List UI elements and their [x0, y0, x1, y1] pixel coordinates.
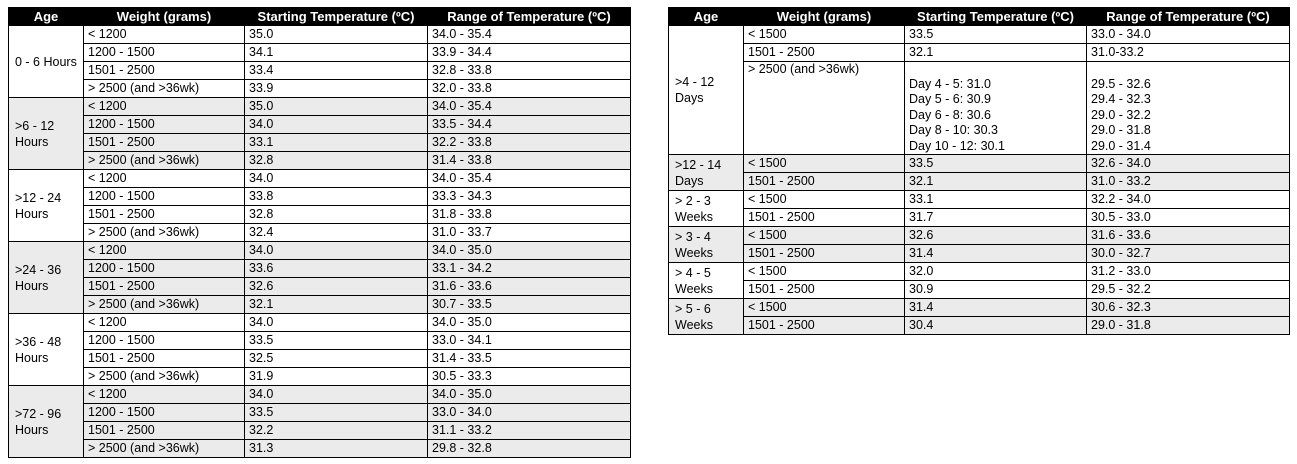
weight-cell: 1501 - 2500: [84, 278, 245, 296]
temperature-range-cell: 32.2 - 33.8: [428, 134, 631, 152]
table-row: [669, 281, 1290, 299]
table-row: [9, 170, 631, 188]
weight-cell: 1501 - 2500: [84, 134, 245, 152]
table-row: [669, 245, 1290, 263]
age-cell: >12 - 14 Days: [669, 155, 744, 191]
weight-cell: > 2500 (and >36wk): [744, 62, 905, 155]
table-row: [9, 242, 631, 260]
table-row: [9, 224, 631, 242]
starting-temperature-cell: 32.6: [245, 278, 428, 296]
temperature-range-cell: 32.2 - 34.0: [1087, 191, 1290, 209]
weight-cell: 1501 - 2500: [84, 350, 245, 368]
starting-temperature-cell: 32.2: [245, 422, 428, 440]
weight-cell: 1501 - 2500: [744, 173, 905, 191]
weight-cell: 1200 - 1500: [84, 188, 245, 206]
temperature-range-cell: 34.0 - 35.0: [428, 314, 631, 332]
weight-cell: > 2500 (and >36wk): [84, 224, 245, 242]
table-row: [669, 227, 1290, 245]
temperature-range-cell: 30.6 - 32.3: [1087, 299, 1290, 317]
weight-cell: < 1200: [84, 26, 245, 44]
table-row: [9, 188, 631, 206]
header-range-of-temperature: Range of Temperature (ºC): [1087, 8, 1290, 26]
table-row: [9, 368, 631, 386]
weight-cell: 1501 - 2500: [84, 422, 245, 440]
weight-cell: < 1500: [744, 191, 905, 209]
weight-cell: < 1200: [84, 314, 245, 332]
table-row: [9, 278, 631, 296]
weight-cell: 1200 - 1500: [84, 44, 245, 62]
table-row: [9, 440, 631, 458]
table-row: [9, 422, 631, 440]
table-row: [669, 191, 1290, 209]
table-row: [9, 98, 631, 116]
starting-temperature-cell: 34.0: [245, 314, 428, 332]
weight-cell: < 1500: [744, 26, 905, 44]
temperature-range-cell: 31.4 - 33.8: [428, 152, 631, 170]
temperature-range-cell: 32.0 - 33.8: [428, 80, 631, 98]
table-row: [9, 44, 631, 62]
starting-temperature-cell: 33.5: [905, 155, 1087, 173]
starting-temperature-cell: 33.6: [245, 260, 428, 278]
temperature-range-cell: 32.6 - 34.0: [1087, 155, 1290, 173]
weight-cell: 1501 - 2500: [744, 245, 905, 263]
temperature-range-cell: 31.8 - 33.8: [428, 206, 631, 224]
weight-cell: 1501 - 2500: [744, 209, 905, 227]
starting-temperature-cell: 34.0: [245, 170, 428, 188]
day-temperature-range: 29.5 - 32.6: [1091, 76, 1151, 91]
table-row: [9, 404, 631, 422]
starting-temperature-cell: 32.8: [245, 206, 428, 224]
temperature-range-cell: 34.0 - 35.4: [428, 170, 631, 188]
header-row: [669, 8, 1290, 26]
age-cell: 0 - 6 Hours: [9, 26, 84, 98]
temperature-range-cell: 33.0 - 34.0: [428, 404, 631, 422]
temperature-range-cell: 30.0 - 32.7: [1087, 245, 1290, 263]
table-header: [669, 8, 1290, 26]
temperature-range-cell: 31.2 - 33.0: [1087, 263, 1290, 281]
weight-cell: 1501 - 2500: [84, 62, 245, 80]
temperature-range-cell: 30.5 - 33.0: [1087, 209, 1290, 227]
weight-cell: < 1500: [744, 227, 905, 245]
temperature-range-cell: 31.1 - 33.2: [428, 422, 631, 440]
temperature-table-hours: [8, 7, 631, 458]
day-starting-temperature: Day 10 - 12: 30.1: [909, 138, 1005, 153]
table-row: [669, 299, 1290, 317]
starting-temperature-cell: 31.4: [905, 299, 1087, 317]
starting-temperature-cell: 33.9: [245, 80, 428, 98]
temperature-table-days-weeks: [668, 7, 1290, 335]
table-row: [9, 80, 631, 98]
weight-cell: > 2500 (and >36wk): [84, 296, 245, 314]
starting-temperature-cell: 32.0: [905, 263, 1087, 281]
weight-cell: > 2500 (and >36wk): [84, 80, 245, 98]
starting-temperature-cell: 35.0: [245, 26, 428, 44]
table-row: [669, 62, 1290, 155]
starting-temperature-cell: 33.8: [245, 188, 428, 206]
weight-cell: < 1200: [84, 98, 245, 116]
temperature-range-cell: 34.0 - 35.0: [428, 386, 631, 404]
temperature-range-cell: 31.0 - 33.2: [1087, 173, 1290, 191]
age-cell: > 5 - 6 Weeks: [669, 299, 744, 335]
table-row: [669, 155, 1290, 173]
temperature-range-cell: 33.5 - 34.4: [428, 116, 631, 134]
age-cell: > 4 - 5 Weeks: [669, 263, 744, 299]
weight-cell: 1200 - 1500: [84, 332, 245, 350]
starting-temperature-cell: 33.5: [245, 404, 428, 422]
weight-cell: 1200 - 1500: [84, 404, 245, 422]
temperature-range-cell: 33.3 - 34.3: [428, 188, 631, 206]
day-temperature-range: 29.0 - 31.8: [1091, 123, 1151, 137]
temperature-range-cell: 34.0 - 35.4: [428, 98, 631, 116]
table-body: [9, 26, 631, 458]
day-starting-temperature: Day 8 - 10: 30.3: [909, 123, 998, 137]
age-cell: >24 - 36 Hours: [9, 242, 84, 314]
starting-temperature-cell: 32.8: [245, 152, 428, 170]
weight-cell: < 1500: [744, 299, 905, 317]
starting-temperature-cell: 31.3: [245, 440, 428, 458]
temperature-range-cell: 31.6 - 33.6: [1087, 227, 1290, 245]
starting-temperature-cell: 34.0: [245, 386, 428, 404]
temperature-range-cell: 30.5 - 33.3: [428, 368, 631, 386]
temperature-range-cell: 30.7 - 33.5: [428, 296, 631, 314]
temperature-range-cell: 33.9 - 34.4: [428, 44, 631, 62]
day-starting-temperature: Day 4 - 5: 31.0: [909, 76, 991, 91]
temperature-range-cell: 31.0-33.2: [1087, 44, 1290, 62]
temperature-range-cell: 32.8 - 33.8: [428, 62, 631, 80]
table-row: [9, 206, 631, 224]
table-row: [9, 134, 631, 152]
starting-temperature-cell: 30.4: [905, 317, 1087, 335]
starting-temperature-cell: 32.1: [905, 173, 1087, 191]
temperature-range-cell: 34.0 - 35.4: [428, 26, 631, 44]
temperature-range-cell: 33.1 - 34.2: [428, 260, 631, 278]
table-row: [669, 317, 1290, 335]
table-row: [9, 386, 631, 404]
table-row: [9, 26, 631, 44]
temperature-range-cell: 31.6 - 33.6: [428, 278, 631, 296]
starting-temperature-cell: 33.1: [245, 134, 428, 152]
starting-temperature-cell: 31.9: [245, 368, 428, 386]
header-range-of-temperature: Range of Temperature (ºC): [428, 8, 631, 26]
table-body: [669, 26, 1290, 335]
table-row: [669, 173, 1290, 191]
weight-cell: > 2500 (and >36wk): [84, 368, 245, 386]
starting-temperature-cell: 32.1: [905, 44, 1087, 62]
weight-cell: 1501 - 2500: [84, 206, 245, 224]
table-row: [669, 26, 1290, 44]
starting-temperature-cell: 33.5: [245, 332, 428, 350]
weight-cell: 1200 - 1500: [84, 116, 245, 134]
starting-temperature-cell: [905, 62, 1087, 155]
temperature-range-cell: 31.4 - 33.5: [428, 350, 631, 368]
starting-temperature-cell: 32.6: [905, 227, 1087, 245]
header-row: [9, 8, 631, 26]
temperature-range-cell: 31.0 - 33.7: [428, 224, 631, 242]
temperature-range-cell: 33.0 - 34.1: [428, 332, 631, 350]
starting-temperature-cell: 34.0: [245, 242, 428, 260]
temperature-range-cell: 33.0 - 34.0: [1087, 26, 1290, 44]
weight-cell: > 2500 (and >36wk): [84, 152, 245, 170]
table-row: [669, 263, 1290, 281]
starting-temperature-cell: 35.0: [245, 98, 428, 116]
weight-cell: 1200 - 1500: [84, 260, 245, 278]
temperature-range-cell: 29.0 - 31.8: [1087, 317, 1290, 335]
age-cell: >12 - 24 Hours: [9, 170, 84, 242]
day-temperature-range: 29.4 - 32.3: [1091, 92, 1151, 106]
header-weight: Weight (grams): [744, 8, 905, 26]
starting-temperature-cell: 31.7: [905, 209, 1087, 227]
table-row: [9, 296, 631, 314]
starting-temperature-cell: 32.1: [245, 296, 428, 314]
table-header: [9, 8, 631, 26]
age-cell: > 2 - 3 Weeks: [669, 191, 744, 227]
weight-cell: 1501 - 2500: [744, 281, 905, 299]
day-starting-temperature: Day 6 - 8: 30.6: [909, 107, 991, 122]
age-cell: >36 - 48 Hours: [9, 314, 84, 386]
weight-cell: 1501 - 2500: [744, 317, 905, 335]
age-cell: > 3 - 4 Weeks: [669, 227, 744, 263]
table-row: [9, 152, 631, 170]
starting-temperature-cell: 33.4: [245, 62, 428, 80]
weight-cell: 1501 - 2500: [744, 44, 905, 62]
starting-temperature-cell: 33.1: [905, 191, 1087, 209]
weight-cell: < 1200: [84, 242, 245, 260]
starting-temperature-cell: 34.1: [245, 44, 428, 62]
table-row: [669, 209, 1290, 227]
table-row: [9, 332, 631, 350]
table-row: [669, 44, 1290, 62]
header-weight: Weight (grams): [84, 8, 245, 26]
day-temperature-range: 29.0 - 32.2: [1091, 107, 1151, 122]
header-age: Age: [669, 8, 744, 26]
table-row: [9, 116, 631, 134]
starting-temperature-cell: 30.9: [905, 281, 1087, 299]
header-age: Age: [9, 8, 84, 26]
starting-temperature-cell: 33.5: [905, 26, 1087, 44]
day-temperature-range: 29.0 - 31.4: [1091, 138, 1151, 153]
weight-cell: < 1200: [84, 170, 245, 188]
table-row: [9, 260, 631, 278]
header-starting-temperature: Starting Temperature (ºC): [245, 8, 428, 26]
weight-cell: < 1500: [744, 263, 905, 281]
table-row: [9, 314, 631, 332]
header-starting-temperature: Starting Temperature (ºC): [905, 8, 1087, 26]
starting-temperature-cell: 32.4: [245, 224, 428, 242]
weight-cell: < 1500: [744, 155, 905, 173]
age-cell: >6 - 12 Hours: [9, 98, 84, 170]
weight-cell: < 1200: [84, 386, 245, 404]
age-cell: >4 - 12 Days: [669, 26, 744, 155]
temperature-range-cell: 34.0 - 35.0: [428, 242, 631, 260]
day-starting-temperature: Day 5 - 6: 30.9: [909, 92, 991, 106]
table-row: [9, 62, 631, 80]
temperature-range-cell: 29.8 - 32.8: [428, 440, 631, 458]
table-row: [9, 350, 631, 368]
temperature-range-cell: 29.5 - 32.2: [1087, 281, 1290, 299]
age-cell: >72 - 96 Hours: [9, 386, 84, 458]
starting-temperature-cell: 34.0: [245, 116, 428, 134]
temperature-range-cell: [1087, 62, 1290, 155]
starting-temperature-cell: 31.4: [905, 245, 1087, 263]
starting-temperature-cell: 32.5: [245, 350, 428, 368]
weight-cell: > 2500 (and >36wk): [84, 440, 245, 458]
